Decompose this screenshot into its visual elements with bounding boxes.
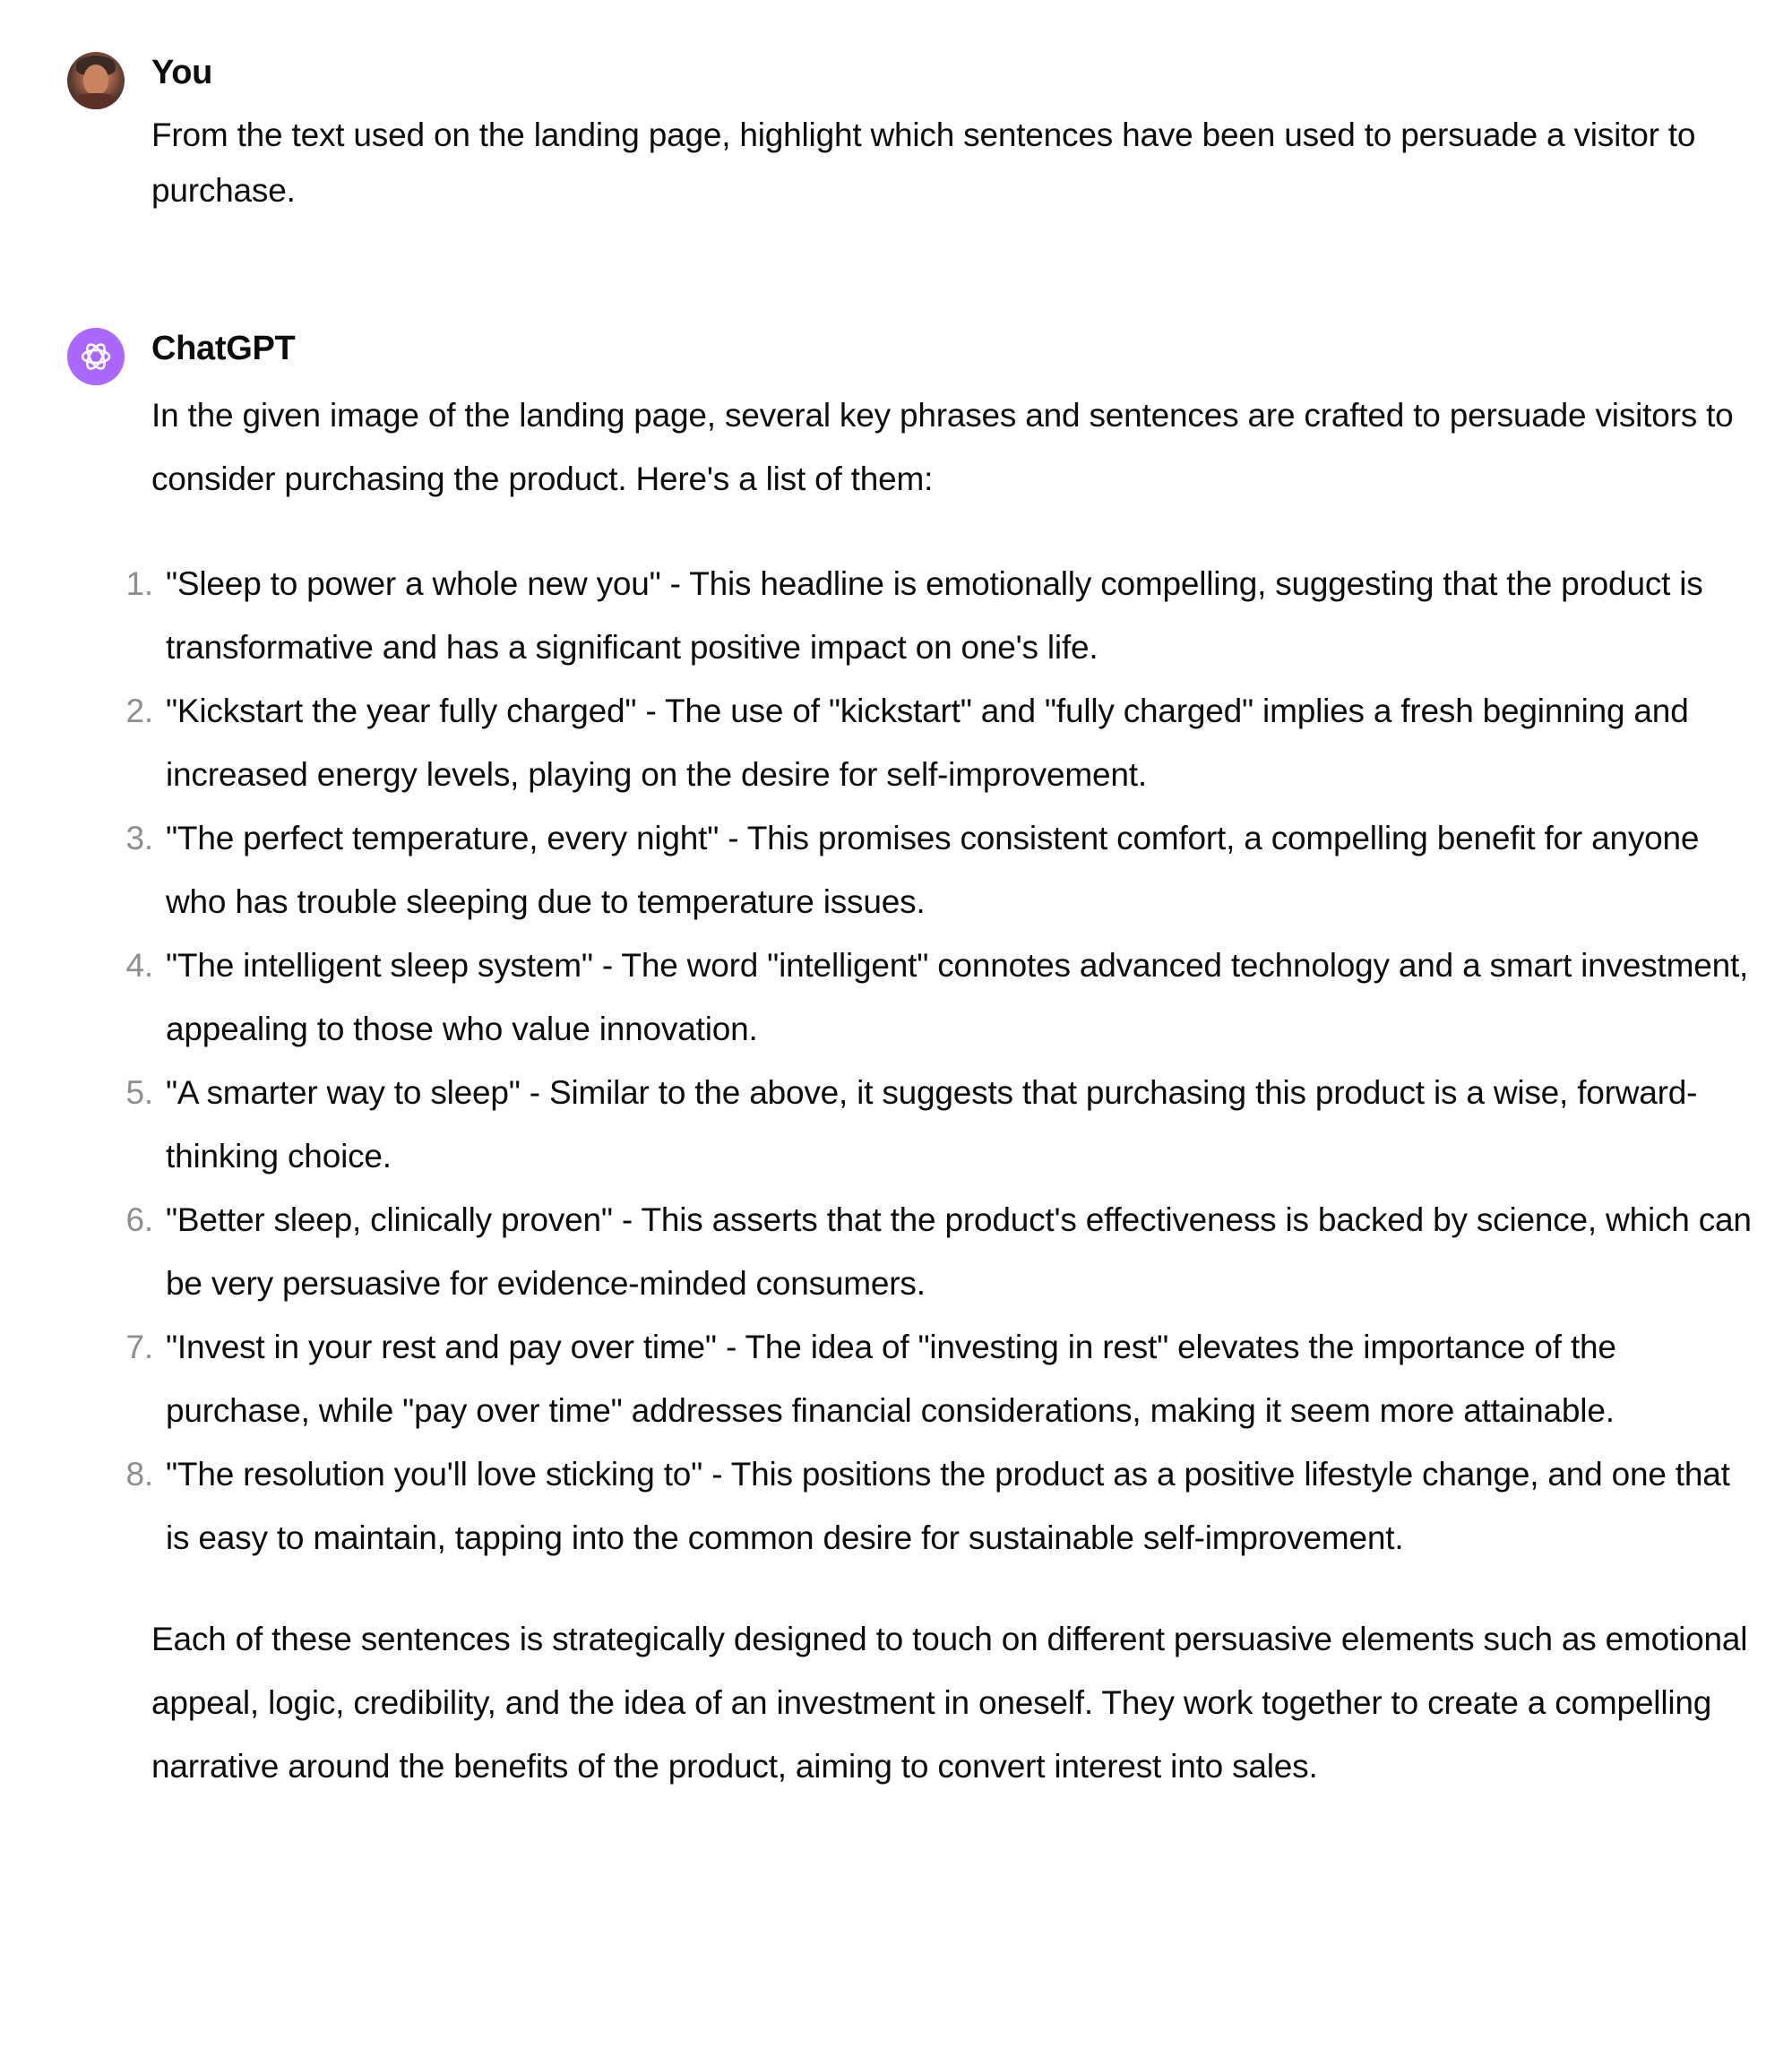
- assistant-author-name: ChatGPT: [151, 330, 296, 367]
- list-item-number: 6.: [125, 1201, 153, 1238]
- list-item-text: "The perfect temperature, every night" - This promises consistent comfort, a compelling benefit for anyone who has trouble sleeping due to temperature issues.: [166, 820, 1700, 920]
- user-message-text: From the text used on the landing page, highlight which sentences have been used to persuade a visitor to purchase.: [151, 116, 1696, 209]
- list-item-number: 3.: [125, 820, 153, 856]
- list-item-text: "Invest in your rest and pay over time" - The idea of "investing in rest" elevates the importance of the purchase, while "pay over time" addresses financial considerations, making it seem more attainable.: [166, 1329, 1616, 1429]
- list-item-text: "Better sleep, clinically proven" - This asserts that the product's effectiveness is backed by science, which can be very persuasive for evidence-minded consumers.: [166, 1201, 1752, 1302]
- list-item-number: 8.: [125, 1456, 153, 1493]
- list-item: [125, 1442, 1755, 1570]
- assistant-message-content: [125, 383, 1755, 1798]
- list-item-number: 5.: [125, 1074, 153, 1111]
- openai-logo-icon: [67, 328, 125, 385]
- list-item-text: "Sleep to power a whole new you" - This headline is emotionally compelling, suggesting that the product is transformative and has a significant positive impact on one's life.: [166, 565, 1703, 666]
- list-item: [125, 806, 1755, 934]
- list-item-number: 4.: [125, 947, 153, 984]
- list-item: [125, 934, 1755, 1061]
- user-author-name: You: [151, 54, 213, 91]
- user-avatar: [67, 52, 125, 109]
- openai-knot-icon: [78, 339, 114, 374]
- list-item-text: "The intelligent sleep system" - The word "intelligent" connotes advanced technology and a smart investment, appealing to those who value innovation.: [166, 947, 1749, 1047]
- assistant-conclusion-text: Each of these sentences is strategically designed to touch on different persuasive elements such as emotional appeal, logic, credibility, and the idea of an investment in oneself. They work together to create a compelling narrative around the benefits of the product, aiming to convert interest into sales.: [151, 1621, 1748, 1785]
- list-item-text: "The resolution you'll love sticking to" - This positions the product as a positive lifestyle change, and one that is easy to maintain, tapping into the common desire for sustainable self-improvement.: [166, 1456, 1730, 1556]
- avatar-shirt: [73, 93, 119, 109]
- list-item-number: 2.: [125, 693, 153, 729]
- assistant-intro-text: In the given image of the landing page, several key phrases and sentences are crafted to persuade visitors to consider purchasing the product. Here's a list of them:: [151, 397, 1734, 497]
- list-item-number: 1.: [125, 565, 153, 602]
- list-item: [125, 1315, 1755, 1442]
- list-item-text: "A smarter way to sleep" - Similar to the above, it suggests that purchasing this product is a wise, forward-thinking choice.: [166, 1074, 1698, 1175]
- user-message-content: [151, 108, 1755, 219]
- list-item-number: 7.: [125, 1329, 153, 1365]
- list-item-text: "Kickstart the year fully charged" - The use of "kickstart" and "fully charged" implies a fresh beginning and increased energy levels, playing on the desire for self-improvement.: [166, 693, 1689, 793]
- persuasion-list: [125, 552, 1755, 1570]
- list-item: [125, 1188, 1755, 1315]
- list-item: [125, 1061, 1755, 1188]
- list-item: [125, 679, 1755, 806]
- list-item: [125, 552, 1755, 679]
- avatar-face: [83, 65, 108, 95]
